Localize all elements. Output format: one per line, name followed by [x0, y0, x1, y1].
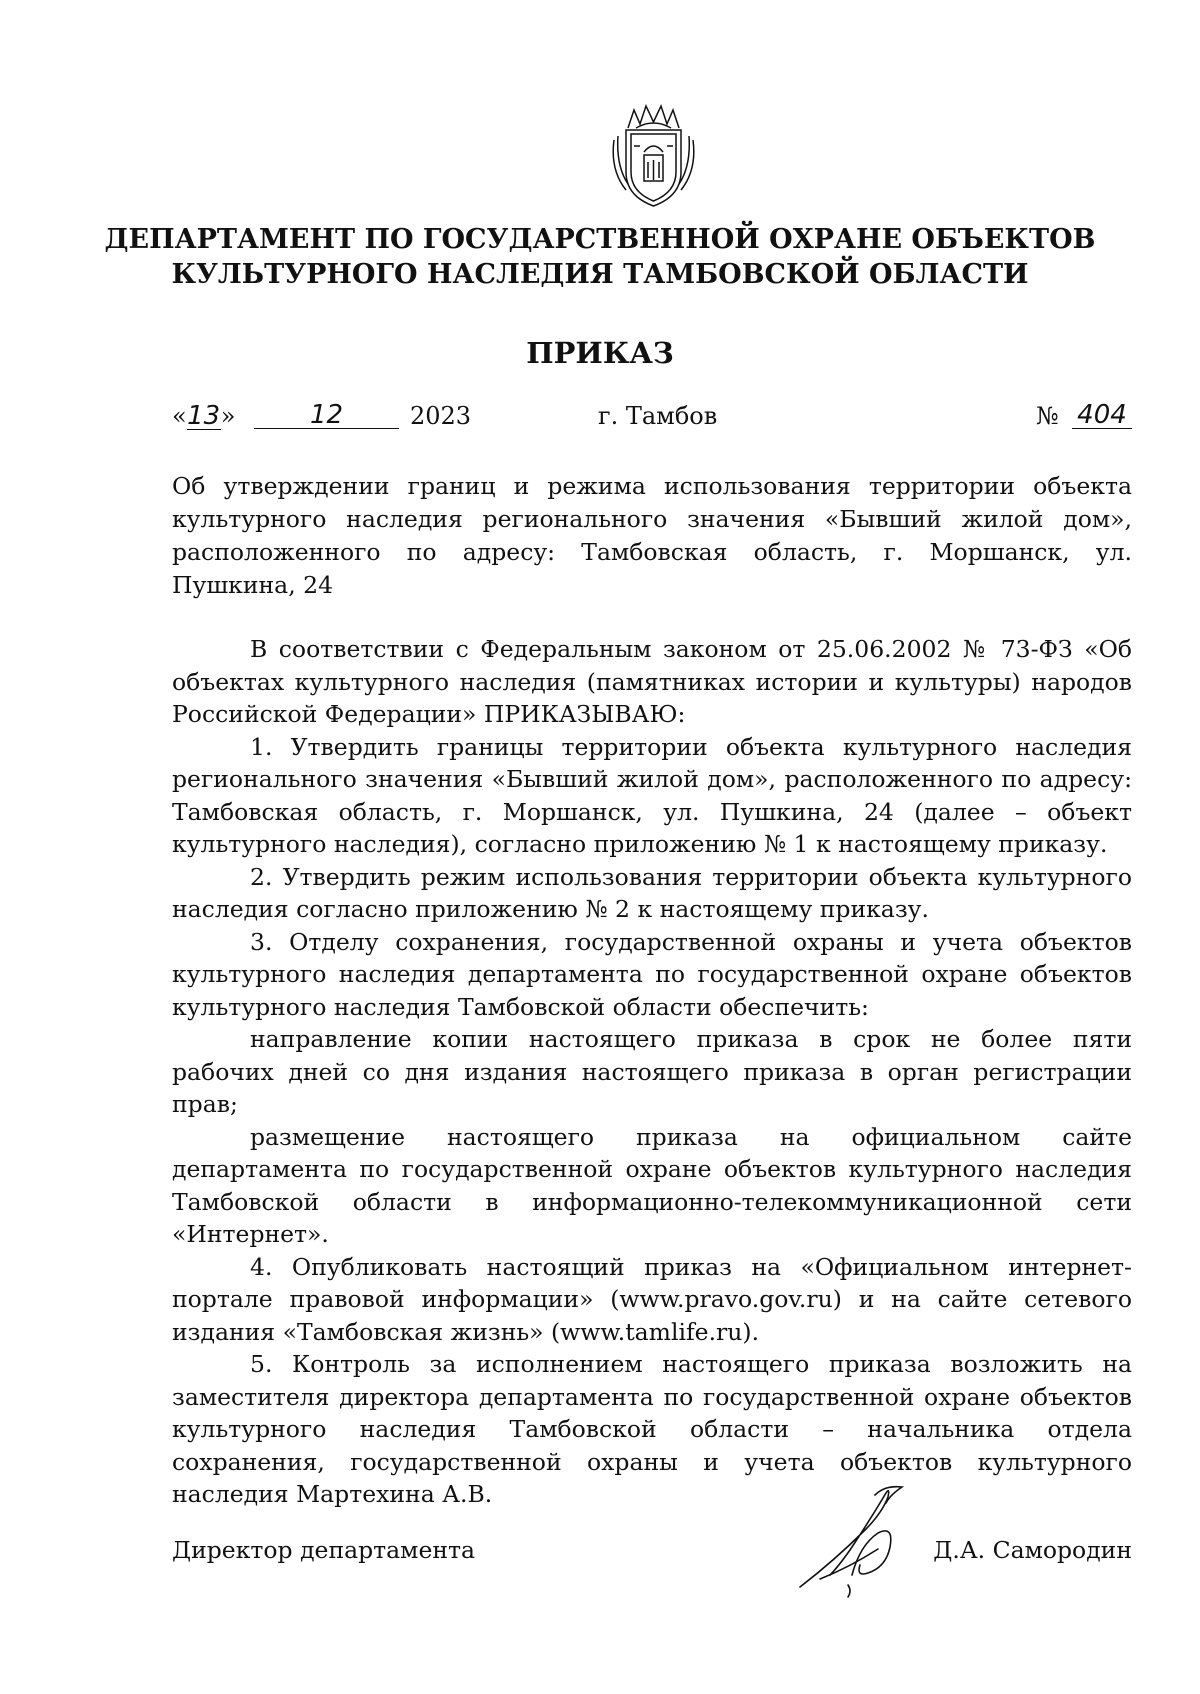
- order-subject-title: Об утверждении границ и режима использования территории объекта культурного наследия регионального значения «Бывший жилой дом», расположенного по адресу: Тамбовская область, г. Моршанск, ул. Пушкина, 24: [172, 472, 1132, 599]
- date-day-value: 13: [187, 401, 221, 431]
- city-name: г. Тамбов: [598, 402, 718, 430]
- order-body: [172, 633, 1132, 1511]
- date-number-row: [0, 402, 1200, 442]
- signatory-position: Директор департамента: [172, 1536, 476, 1564]
- date-month-value: 12: [254, 402, 399, 429]
- order-item-5: 5. Контроль за исполнением настоящего приказа возложить на заместителя директора департамента по государственной охране объектов культурного наследия Тамбовской области – начальника отдела сохранения, государственной охраны и учета объектов культурного наследия Мартехина А.В.: [172, 1350, 1132, 1508]
- order-item-3-subitem-b: размещение настоящего приказа на официальном сайте департамента по государственной охране объектов культурного наследия Тамбовской области в информационно-телекоммуникационной сети «Интернет».: [172, 1122, 1132, 1248]
- organization-name-line-2: КУЛЬТУРНОГО НАСЛЕДИЯ ТАМБОВСКОЙ ОБЛАСТИ: [171, 259, 1029, 290]
- document-type-title: ПРИКАЗ: [526, 336, 674, 370]
- date-day-field: [172, 402, 235, 430]
- signatory-name: Д.А. Самородин: [933, 1536, 1132, 1564]
- order-item-3-subitem-a: направление копии настоящего приказа в срок не более пяти рабочих дней со дня издания настоящего приказа в орган регистрации прав;: [172, 1025, 1132, 1118]
- organization-name-line-1: ДЕПАРТАМЕНТ ПО ГОСУДАРСТВЕННОЙ ОХРАНЕ ОБЪЕКТОВ: [104, 224, 1096, 255]
- order-number-value: 404: [1072, 402, 1132, 429]
- order-item-1: 1. Утвердить границы территории объекта культурного наследия регионального значения «Бывший жилой дом», расположенного по адресу: Тамбовская область, г. Моршанск, ул. Пушкина, 24 (далее – объект культурного наследия), согласно приложению № 1 к настоящему приказу.: [172, 732, 1132, 858]
- organization-name: [0, 222, 1200, 292]
- order-item-3: 3. Отделу сохранения, государственной охраны и учета объектов культурного наследия департамента по государственной охране объектов культурного наследия Тамбовской области обеспечить:: [172, 927, 1132, 1021]
- order-item-2: 2. Утвердить режим использования территории объекта культурного наследия согласно приложению № 2 к настоящему приказу.: [172, 862, 1132, 923]
- preamble-paragraph: В соответствии с Федеральным законом от 25.06.2002 № 73-ФЗ «Об объектах культурного наследия (памятниках истории и культуры) народов Российской Федерации» ПРИКАЗЫВАЮ:: [172, 635, 1132, 728]
- date-year: 2023: [410, 402, 472, 430]
- number-label: №: [1036, 402, 1059, 430]
- date-open-quote: «: [172, 402, 187, 430]
- handwritten-signature-icon: [790, 1475, 940, 1605]
- date-close-quote: »: [220, 402, 236, 430]
- order-item-4: 4. Опубликовать настоящий приказ на «Официальном интернет-портале правовой информации» (www.pravo.gov.ru) и на сайте сетевого издания «Тамбовская жизнь» (www.tamlife.ru).: [172, 1252, 1132, 1346]
- tambov-coat-of-arms-emblem-icon: [606, 100, 701, 212]
